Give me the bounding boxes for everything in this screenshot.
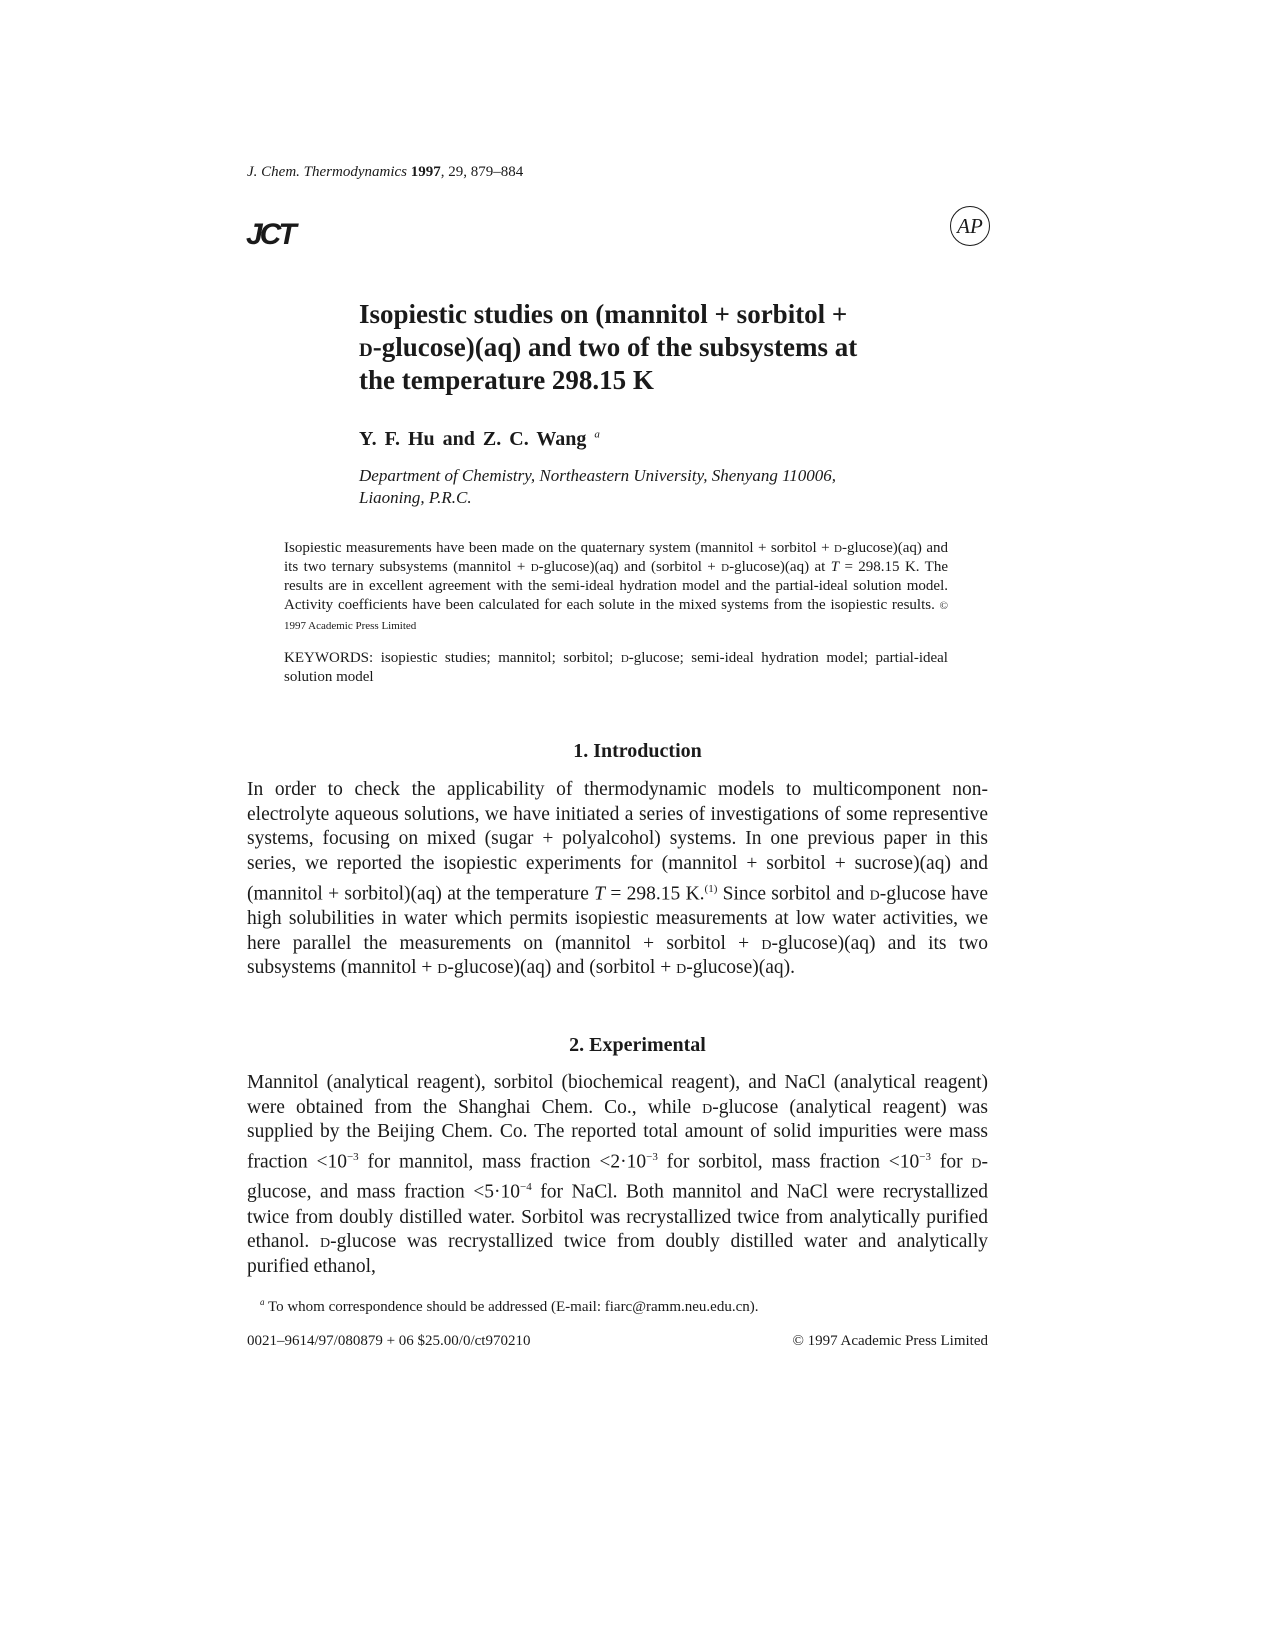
section-heading-experimental: 2. Experimental (569, 1034, 706, 1056)
jct-logo: JCT (246, 218, 294, 251)
introduction-paragraph: In order to check the applicability of thermodynamic models to multicomponent non-electrolyte aqueous solutions, we have initiated a series of investigations of some representive systems, focusing on mixed (sugar + polyalcohol) systems. In one previous paper in this series, we reported the isopiestic experiments for (mannitol + sorbitol + sucrose)(aq) and (mannitol + sorbitol)(aq) at the temperature T = 298.15 K.$^{(1)}$ Since sorbitol and d-glucose have high solubilities in water which permits isopiestic measurements at low water activities, we here parallel the measurements on (mannitol + sorbitol + d-glucose)(aq) and its two subsystems (mannitol + d-glucose)(aq) and (sorbitol + d-glucose)(aq). (247, 779, 988, 979)
journal-name: J. Chem. Thermodynamics (247, 164, 407, 180)
abstract-copyright: © 1997 Academic Press Limited (284, 600, 948, 632)
authors: Y. F. Hu and Z. C. Wang $^a$ (359, 428, 600, 450)
section-heading-introduction: 1. Introduction (573, 740, 702, 762)
journal-year: 1997 (410, 164, 441, 180)
citation-ref: (1) (704, 882, 718, 895)
abstract: Isopiestic measurements have been made on the quaternary system (mannitol + sorbitol + d-glucose)(aq) and its two ternary subsystems (mannitol + d-glucose)(aq) and (sorbitol + d-glucose)(aq) at T = 298.15 K. The results are in excellent agreement with the semi-ideal hydration model and the partial-ideal solution model. Activity coefficients have been calculated for each solute in the mixed systems from the isopiestic results. © 1997 Academic Press Limited (284, 540, 949, 632)
footnote: $^a$ To whom correspondence should be addressed (E-mail: fiarc@ramm.neu.edu.cn). (260, 1297, 759, 1315)
journal-citation (247, 164, 523, 181)
author-footnote-mark: a (594, 428, 600, 441)
academic-press-logo: AP (950, 206, 990, 246)
paper-title: Isopiestic studies on (mannitol + sorbitol + d-glucose)(aq) and two of the subsystems at the temperature 298.15 K (359, 299, 858, 395)
keywords: KEYWORDS: isopiestic studies; mannitol; sorbitol; d-glucose; semi-ideal hydration model; partial-ideal solution model (284, 650, 948, 685)
experimental-paragraph: Mannitol (analytical reagent), sorbitol (biochemical reagent), and NaCl (analytical reagent) were obtained from the Shanghai Chem. Co., while d-glucose (analytical reagent) was supplied by the Beijing Chem. Co. The reported total amount of solid impurities were mass fraction $<10^{-3}$ for mannitol, mass fraction $<2\cdot 10^{-3}$ for sorbitol, mass fraction $<10^{-3}$ for d-glucose, and mass fraction $<5\cdot 10^{-4}$ for NaCl. Both mannitol and NaCl were recrystallized twice from doubly distilled water. Sorbitol was recrystallized twice from analytically purified ethanol. d-glucose was recrystallized twice from doubly distilled water and analytically purified ethanol, (247, 1072, 989, 1277)
journal-volume-pages: , 29, 879–884 (440, 164, 524, 180)
footer-copyright: © 1997 Academic Press Limited (792, 1333, 988, 1349)
affiliation: Department of Chemistry, Northeastern University, Shenyang 110006, Liaoning, P.R.C. (359, 466, 837, 507)
article-code: 0021–9614/97/080879 + 06 $25.00/0/ct970210 (247, 1333, 531, 1349)
